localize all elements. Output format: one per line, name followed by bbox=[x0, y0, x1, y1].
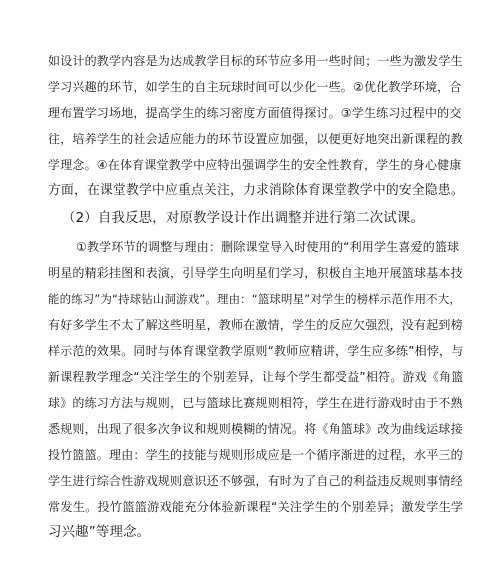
text-line: 如设计的教学内容是为达成教学目标的环节应多用一些时间；一些为激发学生 bbox=[48, 54, 463, 68]
text-line: 常发生。投竹篮篮游戏能充分体验新课程“关注学生的个别差异；激发学生学 bbox=[48, 500, 464, 514]
text-line: 学习兴趣的环节，如学生的自主玩球时间可以少化一些。②优化教学环境，合 bbox=[48, 80, 462, 94]
text-line: 样示范的效果。同时与体育课堂教学原则“教师应精讲，学生应多练”相悖，与 bbox=[48, 344, 464, 358]
text-line: 明星的精彩挂图和表演，引导学生向明星们学习，积极自主地开展篮球基本技 bbox=[48, 266, 463, 280]
text-line: 学生进行综合性游戏规则意识还不够强，有时为了自己的利益违反规则事情经 bbox=[48, 474, 463, 488]
text-line: 悉规则，出现了很多次争议和规则模糊的情况。将《角篮球》改为曲线运球接 bbox=[48, 422, 463, 436]
text-line: 往，培养学生的社会适应能力的环节设置应加强，以便更好地突出新课程的教 bbox=[48, 132, 463, 146]
text-line: 投竹篮篮。理由：学生的技能与规则形成应是一个循序渐进的过程，水平三的 bbox=[48, 448, 463, 462]
text-line: 方面，在课堂教学中应重点关注，力求消除体育课堂教学中的安全隐患。 bbox=[48, 183, 464, 198]
section-heading: （2）自我反思，对原教学设计作出调整并进行第二次试课。 bbox=[62, 211, 425, 226]
text-line: 学理念。④在体育课堂教学中应特出强调学生的安全性教育，学生的身心健康 bbox=[48, 158, 462, 172]
text-line: 能的练习”为“持球钻山洞游戏”。理由：“篮球明星”对学生的榜样示范作用不大， bbox=[48, 292, 461, 306]
text-line: 新课程教学理念“关注学生的个别差异，让每个学生都受益”相符。游戏《角篮 bbox=[48, 370, 464, 384]
text-line: 理布置学习场地，提高学生的练习密度方面值得探讨。③学生练习过程中的交 bbox=[48, 106, 462, 120]
text-line: 有好多学生不太了解这些明星，教师在激情，学生的反应欠强烈，没有起到榜 bbox=[48, 318, 463, 332]
text-line: 习兴趣”等理念。 bbox=[48, 525, 151, 540]
paragraph-start-line: ①教学环节的调整与理由：删除课堂导入时使用的“利用学生喜爱的篮球 bbox=[76, 240, 460, 254]
text-line: 球》的练习方法与规则，已与篮球比赛规则相符，学生在进行游戏时由于不熟 bbox=[48, 396, 463, 410]
